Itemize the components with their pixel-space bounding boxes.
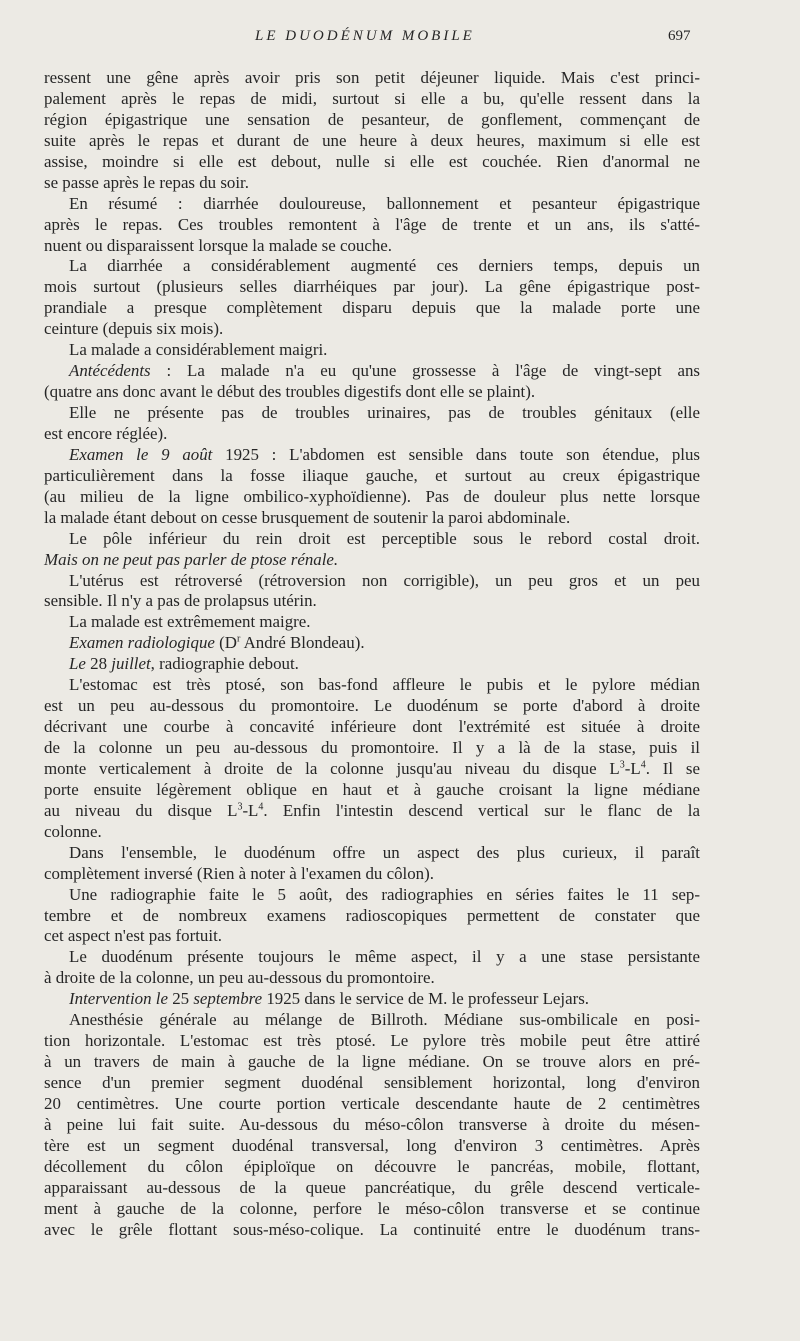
text-line (44, 215, 700, 236)
text-line (44, 382, 700, 403)
superscript: 3 (619, 759, 625, 771)
text-segment: Intervention le (69, 989, 168, 1009)
text-segment: -L (624, 758, 641, 778)
text-line (44, 361, 700, 382)
text-line (44, 696, 700, 717)
text-line (44, 550, 700, 571)
text-line (44, 968, 700, 989)
text-line (44, 947, 700, 968)
text-line (44, 1052, 700, 1073)
text-segment: complètement inversé (Rien à noter à l'examen du côlon). (44, 863, 434, 883)
page-header (0, 28, 800, 52)
text-segment: à droite de la colonne, un peu au-dessous du promontoire. (44, 968, 435, 988)
text-line (44, 529, 700, 550)
text-line (44, 152, 700, 173)
text-segment: décollement du côlon épiploïque on découvre le pancréas, mobile, flottant, (44, 1156, 700, 1176)
text-segment: Antécédents (69, 361, 151, 381)
text-line (44, 1115, 700, 1136)
text-segment: tion horizontale. L'estomac est très ptosé. Le pylore très mobile peut être attiré (44, 1031, 700, 1051)
text-segment: André Blondeau). (240, 633, 365, 653)
text-segment: est un peu au-dessous du promontoire. Le duodénum se porte d'abord à droite (44, 696, 700, 716)
text-line (44, 864, 700, 885)
text-segment: à peine lui fait suite. Au-dessous du méso-côlon transverse à droite du mésen- (44, 1114, 700, 1134)
text-segment: apparaissant au-dessous de la queue pancréatique, du grêle descend verticale- (44, 1177, 700, 1197)
text-segment: nuent ou disparaissent lorsque la malade se couche. (44, 235, 393, 255)
superscript: r (236, 633, 241, 645)
superscript: 3 (237, 801, 243, 813)
text-segment: ceinture (depuis six mois). (44, 319, 224, 339)
text-line (44, 1010, 700, 1031)
text-segment: En résumé : diarrhée douloureuse, ballonnement et pesanteur épigastrique (69, 193, 700, 213)
text-line (44, 822, 700, 843)
text-segment: : La malade n'a eu qu'une grossesse à l'âge de vingt-sept ans (150, 361, 700, 381)
text-line (44, 1157, 700, 1178)
text-segment: région épigastrique une sensation de pesanteur, de gonflement, commençant de (44, 109, 700, 129)
text-segment: juillet (111, 654, 151, 674)
text-segment: septembre (193, 989, 263, 1009)
text-segment: Dans l'ensemble, le duodénum offre un aspect des plus curieux, il paraît (69, 842, 700, 862)
text-line (44, 340, 700, 361)
text-line (44, 654, 700, 675)
text-segment: monte verticalement à droite de la colonne jusqu'au niveau du disque L (44, 758, 620, 778)
text-segment: L'utérus est rétroversé (rétroversion non corrigible), un peu gros et un peu (69, 570, 700, 590)
text-segment: 25 (167, 989, 194, 1009)
text-segment: Examen radiologique (69, 633, 215, 653)
text-line (44, 173, 700, 194)
text-line (44, 487, 700, 508)
text-line (44, 1094, 700, 1115)
text-segment: se passe après le repas du soir. (44, 172, 249, 192)
text-segment: porte ensuite légèrement oblique en haut et à gauche croisant la ligne médiane (44, 779, 700, 799)
text-segment: Mais on ne peut pas parler de ptose rénale. (44, 549, 339, 569)
text-line (44, 612, 700, 633)
body-text (44, 68, 700, 1241)
text-segment: avec le grêle flottant sous-méso-colique. La continuité entre le duodénum trans- (44, 1219, 700, 1239)
text-line (44, 801, 700, 822)
text-segment: sensible. Il n'y a pas de prolapsus utérin. (44, 591, 317, 611)
text-line (44, 445, 700, 466)
text-segment: 20 centimètres. Une courte portion verticale descendante haute de 2 centimètres (44, 1093, 700, 1113)
text-line (44, 675, 700, 696)
text-segment: -L (242, 800, 259, 820)
text-line (44, 508, 700, 529)
text-segment: de la colonne un peu au-dessous du promontoire. Il y a là de la stase, puis il (44, 738, 700, 757)
text-segment: . Il se (645, 758, 700, 778)
text-line (44, 110, 700, 131)
text-segment: est encore réglée). (44, 423, 168, 443)
text-segment: 28 (85, 654, 112, 674)
text-segment: au niveau du disque L (44, 800, 238, 820)
text-segment: mois surtout (plusieurs selles diarrhéiques par jour). La gêne épigastrique post- (44, 277, 700, 297)
text-line (44, 571, 700, 592)
text-line (44, 843, 700, 864)
text-line (44, 885, 700, 906)
text-line (44, 68, 700, 89)
text-line (44, 1199, 700, 1220)
text-segment: Elle ne présente pas de troubles urinaires, pas de troubles génitaux (elle (69, 403, 700, 422)
text-segment: colonne. (44, 821, 102, 841)
text-line (44, 256, 700, 277)
text-line (44, 591, 700, 612)
text-line (44, 319, 700, 340)
text-segment: ment à gauche de la colonne, perfore le méso-côlon transverse et se continue (44, 1198, 700, 1218)
text-line (44, 1031, 700, 1052)
running-title: LE DUODÉNUM MOBILE (255, 28, 475, 44)
text-segment: Anesthésie générale au mélange de Billroth. Médiane sus-ombilicale en posi- (69, 1010, 700, 1030)
text-segment: assise, moindre si elle est debout, nulle si elle est couchée. Rien d'anormal ne (44, 151, 700, 171)
text-line (44, 1178, 700, 1199)
text-segment: Examen le 9 août (69, 444, 213, 464)
text-segment: Une radiographie faite le 5 août, des radiographies en séries faites le 11 sep- (69, 884, 700, 904)
text-line (44, 738, 700, 759)
text-segment: La malade est extrêmement maigre. (69, 612, 311, 632)
text-line (44, 759, 700, 780)
text-segment: la malade étant debout on cesse brusquement de soutenir la paroi abdominale. (44, 507, 571, 527)
text-line (44, 926, 700, 947)
text-line (44, 89, 700, 110)
superscript: 4 (640, 759, 646, 771)
text-line (44, 236, 700, 257)
text-segment: Le (69, 654, 86, 674)
text-segment: La malade a considérablement maigri. (69, 340, 328, 360)
text-line (44, 1073, 700, 1094)
text-line (44, 989, 700, 1010)
text-segment: sence d'un premier segment duodénal sensiblement horizontal, long d'environ (44, 1073, 700, 1092)
text-segment: Le pôle inférieur du rein droit est perceptible sous le rebord costal droit. (69, 528, 700, 548)
text-line (44, 906, 700, 927)
page-number: 697 (668, 28, 691, 44)
text-segment: 1925 : L'abdomen est sensible dans toute son étendue, plus (212, 444, 701, 464)
text-segment: suite après le repas et durant de une heure à deux heures, maximum si elle est (44, 130, 700, 150)
text-line (44, 780, 700, 801)
text-segment: décrivant une courbe à concavité inférieure dont l'extrémité est située à droite (44, 717, 700, 737)
text-segment: 1925 dans le service de M. le professeur Lejars. (262, 989, 590, 1009)
text-segment: ressent une gêne après avoir pris son petit déjeuner liquide. Mais c'est princi- (44, 68, 700, 87)
text-segment: prandiale a presque complètement disparu depuis que la malade porte une (44, 298, 700, 318)
text-line (44, 194, 700, 215)
text-segment: à un travers de main à gauche de la ligne médiane. On se trouve alors en pré- (44, 1052, 700, 1072)
text-segment: palement après le repas de midi, surtout si elle a bu, qu'elle ressent dans la (44, 88, 700, 108)
text-line (44, 1220, 700, 1241)
text-segment: particulièrement dans la fosse iliaque gauche, et surtout au creux épigastrique (44, 465, 700, 485)
text-line (44, 466, 700, 487)
text-segment: . Enfin l'intestin descend vertical sur le flanc de la (263, 800, 700, 820)
text-line (44, 131, 700, 152)
text-line (44, 1136, 700, 1157)
text-segment: (D (214, 633, 237, 653)
text-segment: Le duodénum présente toujours le même aspect, il y a une stase persistante (69, 947, 700, 967)
text-segment: tère est un segment duodénal transversal, long d'environ 3 centimètres. Après (44, 1135, 700, 1155)
text-segment: L'estomac est très ptosé, son bas-fond affleure le pubis et le pylore médian (69, 675, 700, 695)
text-segment: tembre et de nombreux examens radioscopiques permettent de constater que (44, 905, 700, 925)
text-segment: (quatre ans donc avant le début des troubles digestifs dont elle se plaint). (44, 382, 536, 402)
text-line (44, 633, 700, 654)
text-segment: après le repas. Ces troubles remontent à l'âge de trente et un ans, ils s'atté- (44, 214, 700, 234)
text-segment: La diarrhée a considérablement augmenté ces derniers temps, depuis un (69, 256, 700, 276)
text-line (44, 717, 700, 738)
text-segment: , radiographie debout. (150, 654, 299, 674)
text-line (44, 277, 700, 298)
text-line (44, 424, 700, 445)
text-segment: cet aspect n'est pas fortuit. (44, 926, 222, 946)
text-segment: (au milieu de la ligne ombilico-xyphoïdienne). Pas de douleur plus nette lorsque (44, 486, 700, 506)
text-line (44, 298, 700, 319)
superscript: 4 (258, 801, 264, 813)
text-line (44, 403, 700, 424)
